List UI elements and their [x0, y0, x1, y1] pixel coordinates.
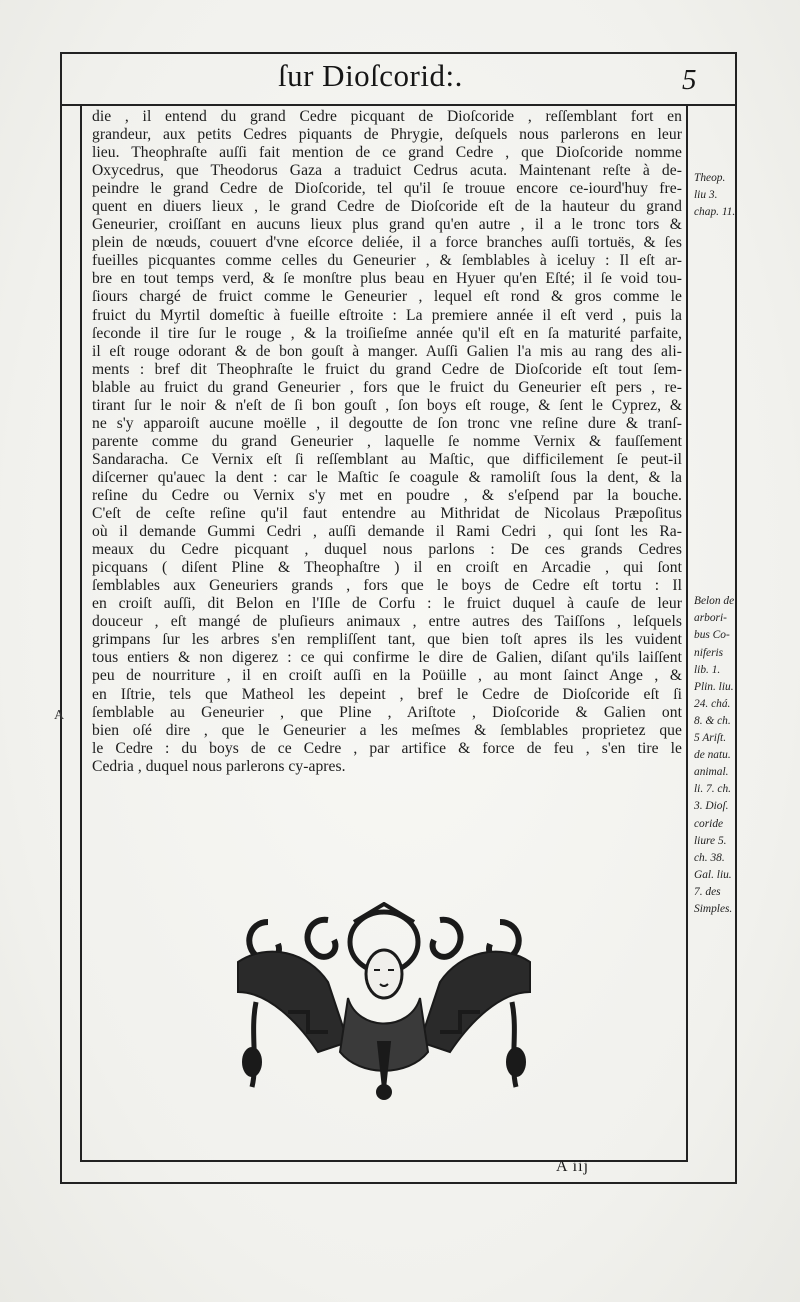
text-line: ne s'y apparoiſt aucune moëlle , il degoutte de ſon tronc vne reſine dure & tranſ-	[92, 414, 682, 432]
margin-mark: A	[54, 708, 65, 723]
text-line: parente comme du grand Geneurier , laquelle ſe nomme Vernix & fauſſement	[92, 432, 682, 450]
margin-notes	[694, 170, 768, 918]
text-line: die , il entend du grand Cedre picquant de Dioſcoride , reſſemblant fort en	[92, 108, 682, 125]
margin-note-line: arbori-	[694, 612, 727, 625]
margin-note-line: de natu.	[694, 749, 731, 762]
text-line: tous entiers & non digerez : ce qui confirme le dire de Galien, diſant qu'ils laiſſent	[92, 649, 682, 667]
text-line: ſemblables aux Geneuriers grands , fors que le boys de Cedre eſt tortu : Il	[92, 577, 682, 595]
margin-note-line: 24. chá.	[694, 697, 731, 710]
text-line: Cedria , duquel nous parlerons cy-apres.	[92, 757, 346, 775]
margin-note-line: Belon de	[694, 595, 735, 608]
text-line: ſeconde il tire ſur le rouge , & la troiſieſme année qu'il eſt en ſa maturité parfaite,	[92, 324, 682, 342]
margin-note-line: coride	[694, 817, 724, 830]
running-head-title: ſur Dioſcorid:.	[278, 58, 463, 93]
text-line: où il demande Gummi Cedri , auſſi demande il Rami Cedri , qui ſont les Ra-	[92, 523, 682, 541]
margin-note-line: ch. 38.	[694, 851, 725, 864]
text-line: fruict du Myrtil domeſtic à fueille eſtroite : La premiere année il eſt verd , puis la	[92, 306, 682, 324]
text-line: en croiſt auſſi, dit Belon en l'Iſle de Corfu : le fruict duquel à cauſe de leur	[92, 595, 682, 613]
text-line: en Iſtrie, tels que Matheol les depeint , bref le Cedre de Dioſcoride eſt ſi	[92, 685, 682, 703]
printer-signature: A iij	[556, 1158, 590, 1175]
text-line: Sandaracha. Ce Vernix eſt ſi reſſemblant au Maſtic, que difficilement ſe peut-il	[92, 450, 682, 468]
text-line: grandeur, aux petits Cedres piquants de Phrygie, deſquels nous parlerons en leur	[92, 126, 682, 144]
margin-note-line: Gal. liu.	[694, 868, 732, 881]
margin-note-line: Simples.	[694, 902, 733, 915]
text-line: reſine du Cedre ou Vernix s'y met en poudre , & s'eſpend par la bouche.	[92, 486, 682, 504]
margin-note-line: bus Co-	[694, 629, 730, 642]
text-line: Oxycedrus, que Theodorus Gaza a traduict Cedrus acuta. Maintenant reſte à de-	[92, 162, 682, 180]
text-line: ſiours chargé de fruict comme le Geneurier , lequel eſt rond & gros comme le	[92, 288, 682, 306]
text-line: grimpans ſur les arbres s'en rempliſſent tant, que bien toſt apres ils les vuident	[92, 631, 682, 649]
ornament-headpiece-illustration	[228, 902, 540, 1102]
text-line: il eſt rouge odorant & de bon gouſt à manger. Auſſi Galien l'a mis au rang des ali-	[92, 342, 682, 360]
margin-note-references	[694, 593, 768, 918]
text-line: fueilles picquantes comme celles du Geneurier , & ſemblables à iceluy : Il eſt ar-	[92, 252, 682, 270]
margin-note-line: animal.	[694, 766, 729, 779]
text-line: douceur , eſt mangé de pluſieurs animaux , entre autres des Taiſſons , leſquels	[92, 613, 682, 631]
margin-note-line: chap. 11.	[694, 206, 736, 219]
text-line: Geneurier, croiſſant en aucuns lieux plus grand qu'en autre , il a le tronc tors &	[92, 216, 682, 234]
margin-note-line: li. 7. ch.	[694, 783, 732, 796]
text-line: tirant ſur le noir & n'eſt de ſi bon gouſt , ſon boys eſt rouge, & ſent le Cyprez, &	[92, 396, 682, 414]
margin-note-line: lib. 1.	[694, 663, 721, 676]
text-line: bien oſé dire , que le Geneurier a les meſmes & ſemblables proprietez que	[92, 721, 682, 739]
body-text	[92, 108, 682, 776]
margin-note-line: Plin. liu.	[694, 680, 734, 693]
text-line: ſemblable au Geneurier , que Pline , Ariſtote , Dioſcoride & Galien ont	[92, 703, 682, 721]
margin-note-line: liure 5.	[694, 834, 727, 847]
text-line: peu de nourriture , il en croiſt auſſi en la Poüille , au mont ſainct Ange , &	[92, 667, 682, 685]
margin-note-line: Theop.	[694, 172, 726, 184]
text-line: C'eſt de ceſte reſine qu'il faut entendre au Mithridat de Nicolaus Præpoſitus	[92, 505, 682, 523]
margin-note-line: liu 3.	[694, 189, 718, 202]
margin-note-theophrastus	[694, 170, 768, 221]
text-line: quent en diuers lieux , le grand Cedre de Dioſcoride eſt de la hauteur du grand	[92, 198, 682, 216]
text-line: blable au fruict du grand Geneurier , fors que le fruict du Geneurier eſt pers , re-	[92, 378, 682, 396]
margin-note-line: 5 Ariſt.	[694, 732, 727, 745]
text-line: ments : bref dit Theophraſte le fruict du grand Cedre de Dioſcoride eſt tout ſem-	[92, 360, 682, 378]
margin-note-line: 7. des	[694, 885, 721, 898]
text-line: le Cedre : du boys de ce Cedre , par artifice & force de feu , s'en tire le	[92, 739, 682, 757]
page-number: 5	[682, 64, 697, 96]
text-line: picquans ( diſent Pline & Theophaſtre ) il en croiſt en Arcadie , qui ſont	[92, 559, 682, 577]
text-line: meaux du Cedre picquant , duquel nous parlons : De ces grands Cedres	[92, 541, 682, 559]
margin-note-line: 8. & ch.	[694, 714, 731, 727]
text-line: peindre le grand Cedre de Dioſcoride, tel qu'il ſe trouue encore ce-iourd'huy fre-	[92, 180, 682, 198]
text-line: plein de nœuds, couuert d'vne eſcorce deliée, il a force branches auſſi tortuës, & ſes	[92, 234, 682, 252]
text-line: diſcerner qu'auec la dent : car le Maſtic ſe coagule & ramoliſt ſous la dent, & la	[92, 468, 682, 486]
text-line: lieu. Theophraſte auſſi fait mention de ce grand Cedre , que Dioſcoride nomme	[92, 144, 682, 162]
text-line: bre en tout temps verd, & ſe monſtre plus beau en Hyuer qu'en Eſté; il ſe void tou-	[92, 270, 682, 288]
margin-note-line: 3. Dioſ.	[694, 800, 729, 813]
margin-note-line: niferis	[694, 646, 724, 659]
